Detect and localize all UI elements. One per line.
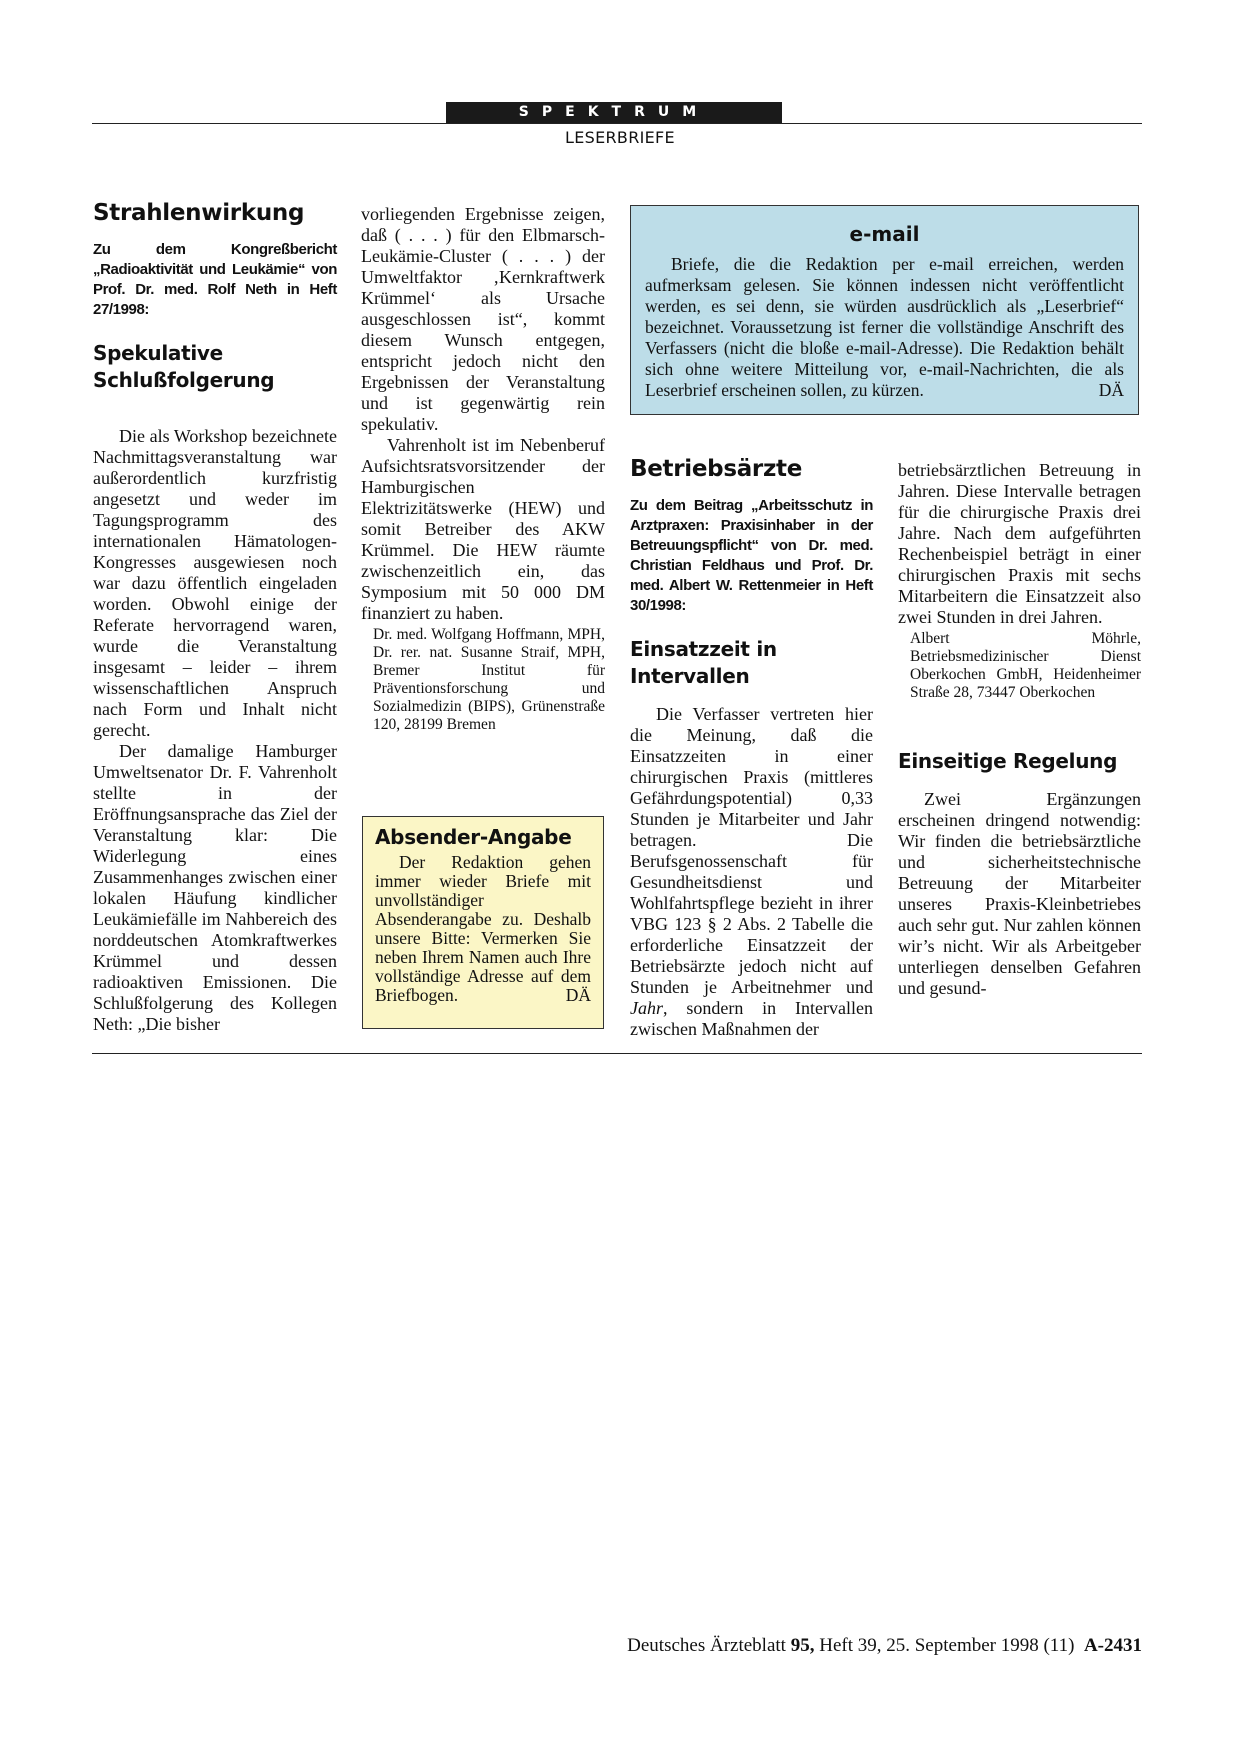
article-title: Betriebsärzte	[630, 456, 803, 482]
paragraph-continued: vorliegenden Ergebnisse zeigen, daß ( . . . ) für den Elbmarsch-Leukämie-Cluster ( . . . ) der Umweltfaktor ‚Kernkraftwerk Krümmel‘ als Ursache ausgeschlossen ist“, kommt diesem Wunsch entgegen, entspricht jedoch nicht den Ergebnissen der Veranstaltung und ist gegenwärtig rein spekulativ.	[361, 204, 605, 434]
letter-title: Spekulative Schlußfolgerung	[93, 341, 275, 392]
journal-name: Deutsches Ärzteblatt	[627, 1635, 786, 1656]
letter-title: Einseitige Regelung	[898, 749, 1118, 773]
box-body: Der Redaktion gehen immer wieder Briefe mit unvollständiger Absenderangabe zu. Deshalb unsere Bitte: Vermerken Sie neben Ihrem Namen auch Ihre vollständige Adresse auf dem Briefbogen. DÄ	[375, 852, 591, 1005]
issue-info: Heft 39, 25. September 1998 (11)	[819, 1635, 1075, 1656]
article-title: Strahlenwirkung	[93, 200, 305, 226]
paragraph: Die Verfasser vertreten hier die Meinung, daß die Einsatzzeiten in einer chirurgischen Praxis (mittleres Gefährdungspotential) 0,33 Stunden je Mitarbeiter und Jahr betragen. Die Berufsgenossenschaft für Gesundheitsdienst und Wohlfahrtspflege bezieht in ihrer VBG 123 § 2 Abs. 2 Tabelle die erforderliche Einsatzzeit der Betriebsärzte jedoch nicht auf Stunden je Arbeitnehmer und Jahr, sondern in Intervallen zwischen Maßnahmen der	[630, 704, 873, 1039]
article-intro: Zu dem Kongreßbericht „Radioaktivität und Leukämie“ von Prof. Dr. med. Rolf Neth in Heft 27/1998:	[93, 241, 337, 318]
letter-signature: Dr. med. Wolfgang Hoffmann, MPH, Dr. rer. nat. Susanne Straif, MPH, Bremer Institut für Präventionsforschung und Sozialmedizin (BIPS), Grünenstraße 120, 28199 Bremen	[373, 626, 605, 733]
box-title: e-mail	[849, 222, 920, 246]
paragraph: Zwei Ergänzungen erscheinen dringend notwendig: Wir finden die betriebsärztliche und sicherheitstechnische Betreuung der Mitarbeiter unseres Praxis-Kleinbetriebes auch sehr gut. Nur zahlen können wir’s nicht. Wir als Arbeitgeber unterliegen denselben Gefahren und gesund-	[898, 789, 1141, 998]
bottom-rule	[92, 1053, 1142, 1054]
header-rule	[92, 123, 1142, 124]
column-4	[898, 460, 1141, 999]
section-label: SPEKTRUM	[518, 104, 710, 120]
section-header-band	[446, 102, 782, 123]
subsection-label: LESERBRIEFE	[565, 128, 675, 147]
paragraph: Die als Workshop bezeichnete Nachmittagsveranstaltung war außerordentlich kurzfristig angesetzt und weder im Tagungsprogramm des internationalen Hämatologen-Kongresses ausgewiesen noch war dazu öffentlich eingeladen worden. Obwohl einige der Referate hervorragend waren, wurde die Veranstaltung insgesamt – leider – ihrem wissenschaftlichen Anspruch nach Form und Inhalt nicht gerecht.	[93, 426, 337, 740]
letter-title: Einsatzzeit in Intervallen	[630, 637, 777, 688]
letter-body	[93, 426, 337, 1035]
emphasis: Jahr	[630, 998, 663, 1018]
email-notice-box	[630, 205, 1139, 415]
column-1	[93, 200, 337, 1035]
article-intro: Zu dem Beitrag „Arbeitsschutz in Arztpraxen: Praxisinhaber in der Betreuungspflicht“ von Dr. med. Christian Feldhaus und Prof. Dr. med. Albert W. Rettenmeier in Heft 30/1998:	[630, 497, 873, 614]
page-footer	[627, 1635, 1142, 1657]
editor-sign: DÄ	[1098, 380, 1124, 400]
box-title: Absender-Angabe	[375, 825, 572, 849]
paragraph: Der damalige Hamburger Umweltsenator Dr. F. Vahrenholt stellte in der Eröffnungsansprache das Ziel der Veranstaltung klar: Die Widerlegung eines Zusammenhanges zwischen einer lokalen Häufung kindlicher Leukämiefälle im Nahbereich des norddeutschen Atomkraftwerkes Krümmel und dessen radioaktiven Emissionen. Die Schlußfolgerung des Kollegen Neth: „Die bisher	[93, 741, 337, 1034]
letter-signature: Albert Möhrle, Betriebsmedizinischer Dienst Oberkochen GmbH, Heidenheimer Straße 28, 73447 Oberkochen	[910, 630, 1141, 701]
sender-notice-box	[362, 816, 604, 1029]
column-2	[361, 204, 605, 734]
paragraph: Vahrenholt ist im Nebenberuf Aufsichtsratsvorsitzender der Hamburgischen Elektrizitätswerke (HEW) und somit Betreiber des AKW Krümmel. Die HEW räumte zwischenzeitlich ein, das Symposium mit 50 000 DM finanziert zu haben.	[361, 435, 605, 623]
editor-sign: DÄ	[565, 985, 591, 1005]
column-3	[630, 456, 873, 1040]
box-body: Briefe, die die Redaktion per e-mail erreichen, werden aufmerksam gelesen. Sie können indessen nicht veröffentlicht werden, es sei denn, sie würden ausdrücklich als „Leserbrief“ bezeichnet. Voraussetzung ist ferner die vollständige Anschrift des Verfassers (nicht die bloße e-mail-Adresse). Die Redaktion behält sich ohne weitere Mitteilung vor, e-mail-Nachrichten, die als Leserbrief erscheinen sollen, zu kürzen. DÄ	[645, 254, 1124, 400]
volume: 95,	[790, 1635, 815, 1656]
paragraph-continued: betriebsärztlichen Betreuung in Jahren. Diese Intervalle betragen für die chirurgische Praxis drei Jahre. Nach dem aufgeführten Rechenbeispiel beträgt in einer chirurgischen Praxis mit sechs Mitarbeitern die Einsatzzeit also zwei Stunden in drei Jahren.	[898, 460, 1141, 627]
page-number: A-2431	[1083, 1635, 1142, 1656]
